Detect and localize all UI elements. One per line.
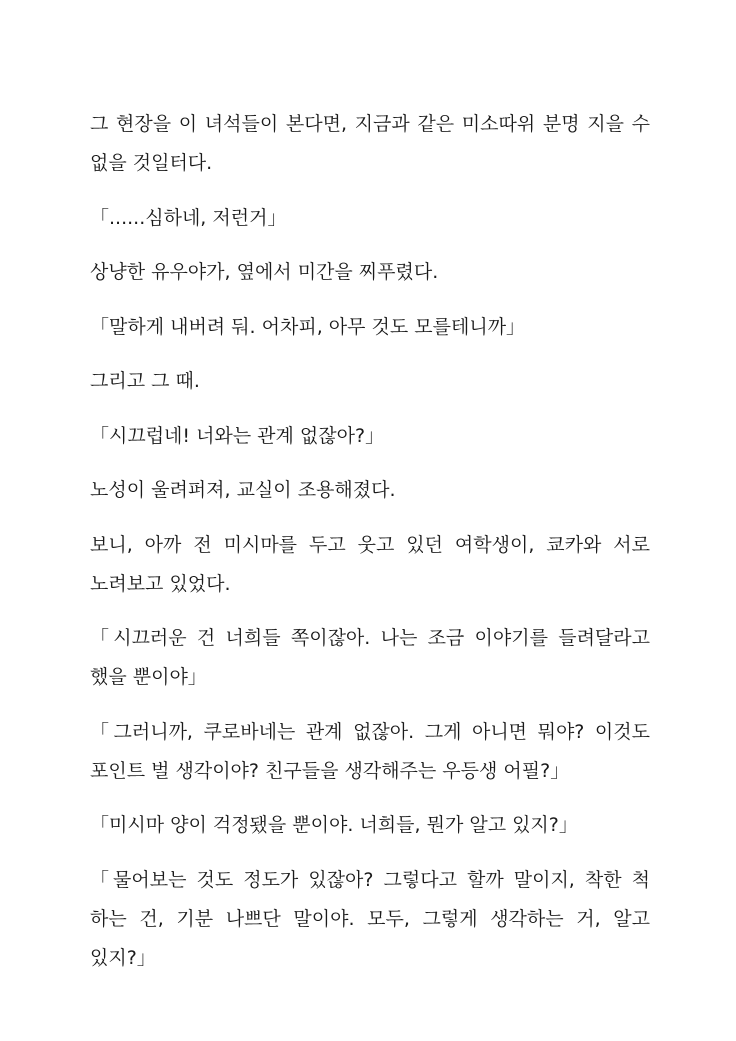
body-text: [90, 105, 650, 993]
paragraph: 상냥한 유우야가, 옆에서 미간을 찌푸렸다.: [90, 261, 439, 283]
paragraph: 「......심하네, 저런거」: [90, 206, 287, 229]
paragraph: 「시끄럽네! 너와는 관계 없잖아?」: [90, 424, 385, 447]
paragraph: 「미시마 양이 걱정됐을 뿐이야. 너희들, 뭔가 알고 있지?」: [90, 814, 578, 836]
paragraph: 「시끄러운 건 너희들 쪽이잖아. 나는 조금 이야기를 들려달라고 했을 뿐이야」: [90, 627, 650, 688]
paragraph: 그리고 그 때.: [90, 370, 200, 392]
paragraph: 「말하게 내버려 둬. 어차피, 아무 것도 모를테니까」: [90, 315, 526, 338]
paragraph: 「물어보는 것도 정도가 있잖아? 그렇다고 할까 말이지, 착한 척 하는 건, 기분 나쁘단 말이야. 모두, 그렇게 생각하는 거, 알고 있지?」: [90, 868, 650, 969]
paragraph: 노성이 울려퍼져, 교실이 조용해졌다.: [90, 479, 396, 501]
paragraph: 보니, 아까 전 미시마를 두고 웃고 있던 여학생이, 쿄카와 서로 노려보고 있었다.: [90, 533, 650, 595]
paragraph: 「그러니까, 쿠로바네는 관계 없잖아. 그게 아니면 뭐야? 이것도 포인트 벌 생각이야? 친구들을 생각해주는 우등생 어필?」: [90, 720, 650, 782]
paragraph: 그 현장을 이 녀석들이 본다면, 지금과 같은 미소따위 분명 지을 수 없을 것일터다.: [90, 113, 650, 174]
